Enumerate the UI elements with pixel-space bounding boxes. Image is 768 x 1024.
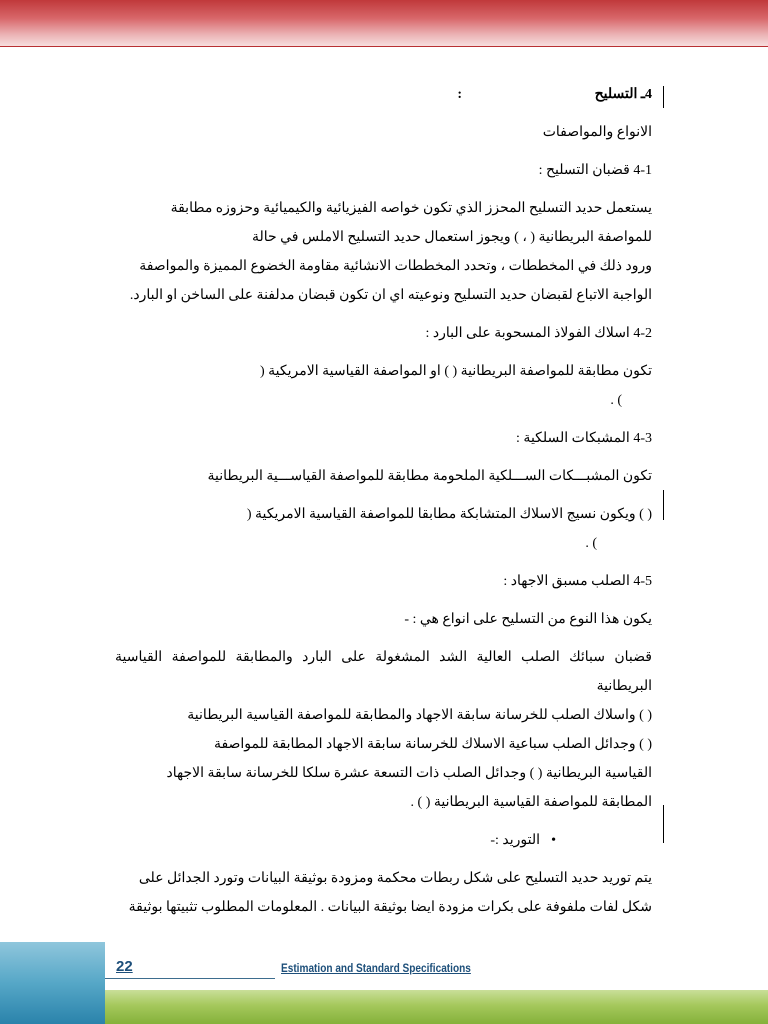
mesh-line: ) .	[585, 536, 597, 551]
supply-line: يتم توريد حديد التسليح على شكل ربطات محكمة ومزودة بوثيقة البيانات وتورد الجدائل على	[138, 871, 652, 886]
document-body	[115, 78, 652, 922]
wire-line: ) .	[610, 393, 622, 408]
rebar-line: الواجبة الاتباع لقبضان حديد التسليح ونوعيته اي ان تكون قبضان مدلفنة على الساخن او البارد.	[129, 288, 652, 303]
prestress-intro: يكون هذا النوع من التسليح على انواع هي : -	[404, 612, 652, 627]
margin-marker	[663, 490, 664, 520]
rebar-title: 4-1 قضبان التسليح :	[538, 163, 652, 178]
prestress-line: ( ) وجدائل الصلب سباعية الاسلاك للخرسانة سابقة الاجهاد المطابقة للمواصفة	[213, 737, 652, 752]
wire-title: 4-2 اسلاك الفولاذ المسحوبة على البارد :	[425, 326, 652, 341]
rebar-line: يستعمل حديد التسليح المحزز الذي تكون خواصه الفيزيائية والكيميائية وحزوزه مطابقة	[170, 201, 652, 216]
footer-band	[105, 990, 768, 1024]
rebar-line: للمواصفة البريطانية ( ، ) ويجوز استعمال حديد التسليح الاملس في حالة	[251, 230, 652, 245]
rebar-line: ورود ذلك في المخططات ، وتحدد المخططات الانشائية مقاومة الخضوع المميزة والمواصفة	[139, 259, 652, 274]
prestress-line: القياسية البريطانية ( ) وجدائل الصلب ذات التسعة عشرة سلكا للخرسانة سابقة الاجهاد	[166, 766, 652, 781]
footer-title: Estimation and Standard Specifications	[281, 961, 471, 975]
section-heading-colon: :	[457, 87, 462, 102]
footer-rule	[105, 978, 275, 979]
page-number: 22	[116, 958, 133, 975]
mesh-line: تكون المشبـــكات الســـلكية الملحومة مطابقة للمواصفة القياســـية البريطانية	[207, 469, 652, 484]
prestress-line: قضبان سبائك الصلب العالية الشد المشغولة على البارد والمطابقة للمواصفة القياسية البريطانية	[115, 650, 652, 694]
supply-line: شكل لفات ملفوفة على بكرات مزودة ايضا بوثيقة البيانات . المعلومات المطلوب تثبيتها بوثيقة	[128, 900, 652, 915]
supply-bullet-item	[115, 826, 652, 855]
bullet-icon: •	[551, 833, 556, 848]
types-title: الانواع والمواصفات	[542, 125, 652, 140]
wire-line: تكون مطابقة للمواصفة البريطانية ( ) او المواصفة القياسية الامريكية (	[260, 364, 652, 379]
section-heading-text: 4ـ التسليح	[594, 87, 652, 102]
mesh-title: 4-3 المشبكات السلكية :	[516, 431, 652, 446]
prestress-line: ( ) واسلاك الصلب للخرسانة سابقة الاجهاد والمطابقة للمواصفة القياسية البريطانية	[187, 708, 652, 723]
margin-marker	[663, 86, 664, 108]
prestress-line: المطابقة للمواصفة القياسية البريطانية ( ) .	[410, 795, 652, 810]
margin-marker	[663, 805, 664, 843]
supply-title: التوريد :-	[490, 833, 540, 848]
prestress-title: 4-5 الصلب مسبق الاجهاد :	[503, 574, 652, 589]
footer-left-block	[0, 942, 105, 1024]
top-decorative-band	[0, 0, 768, 47]
mesh-line: ( ) ويكون نسيج الاسلاك المتشابكة مطابقا للمواصفة القياسية الامريكية (	[246, 507, 652, 522]
section-heading	[115, 78, 652, 109]
